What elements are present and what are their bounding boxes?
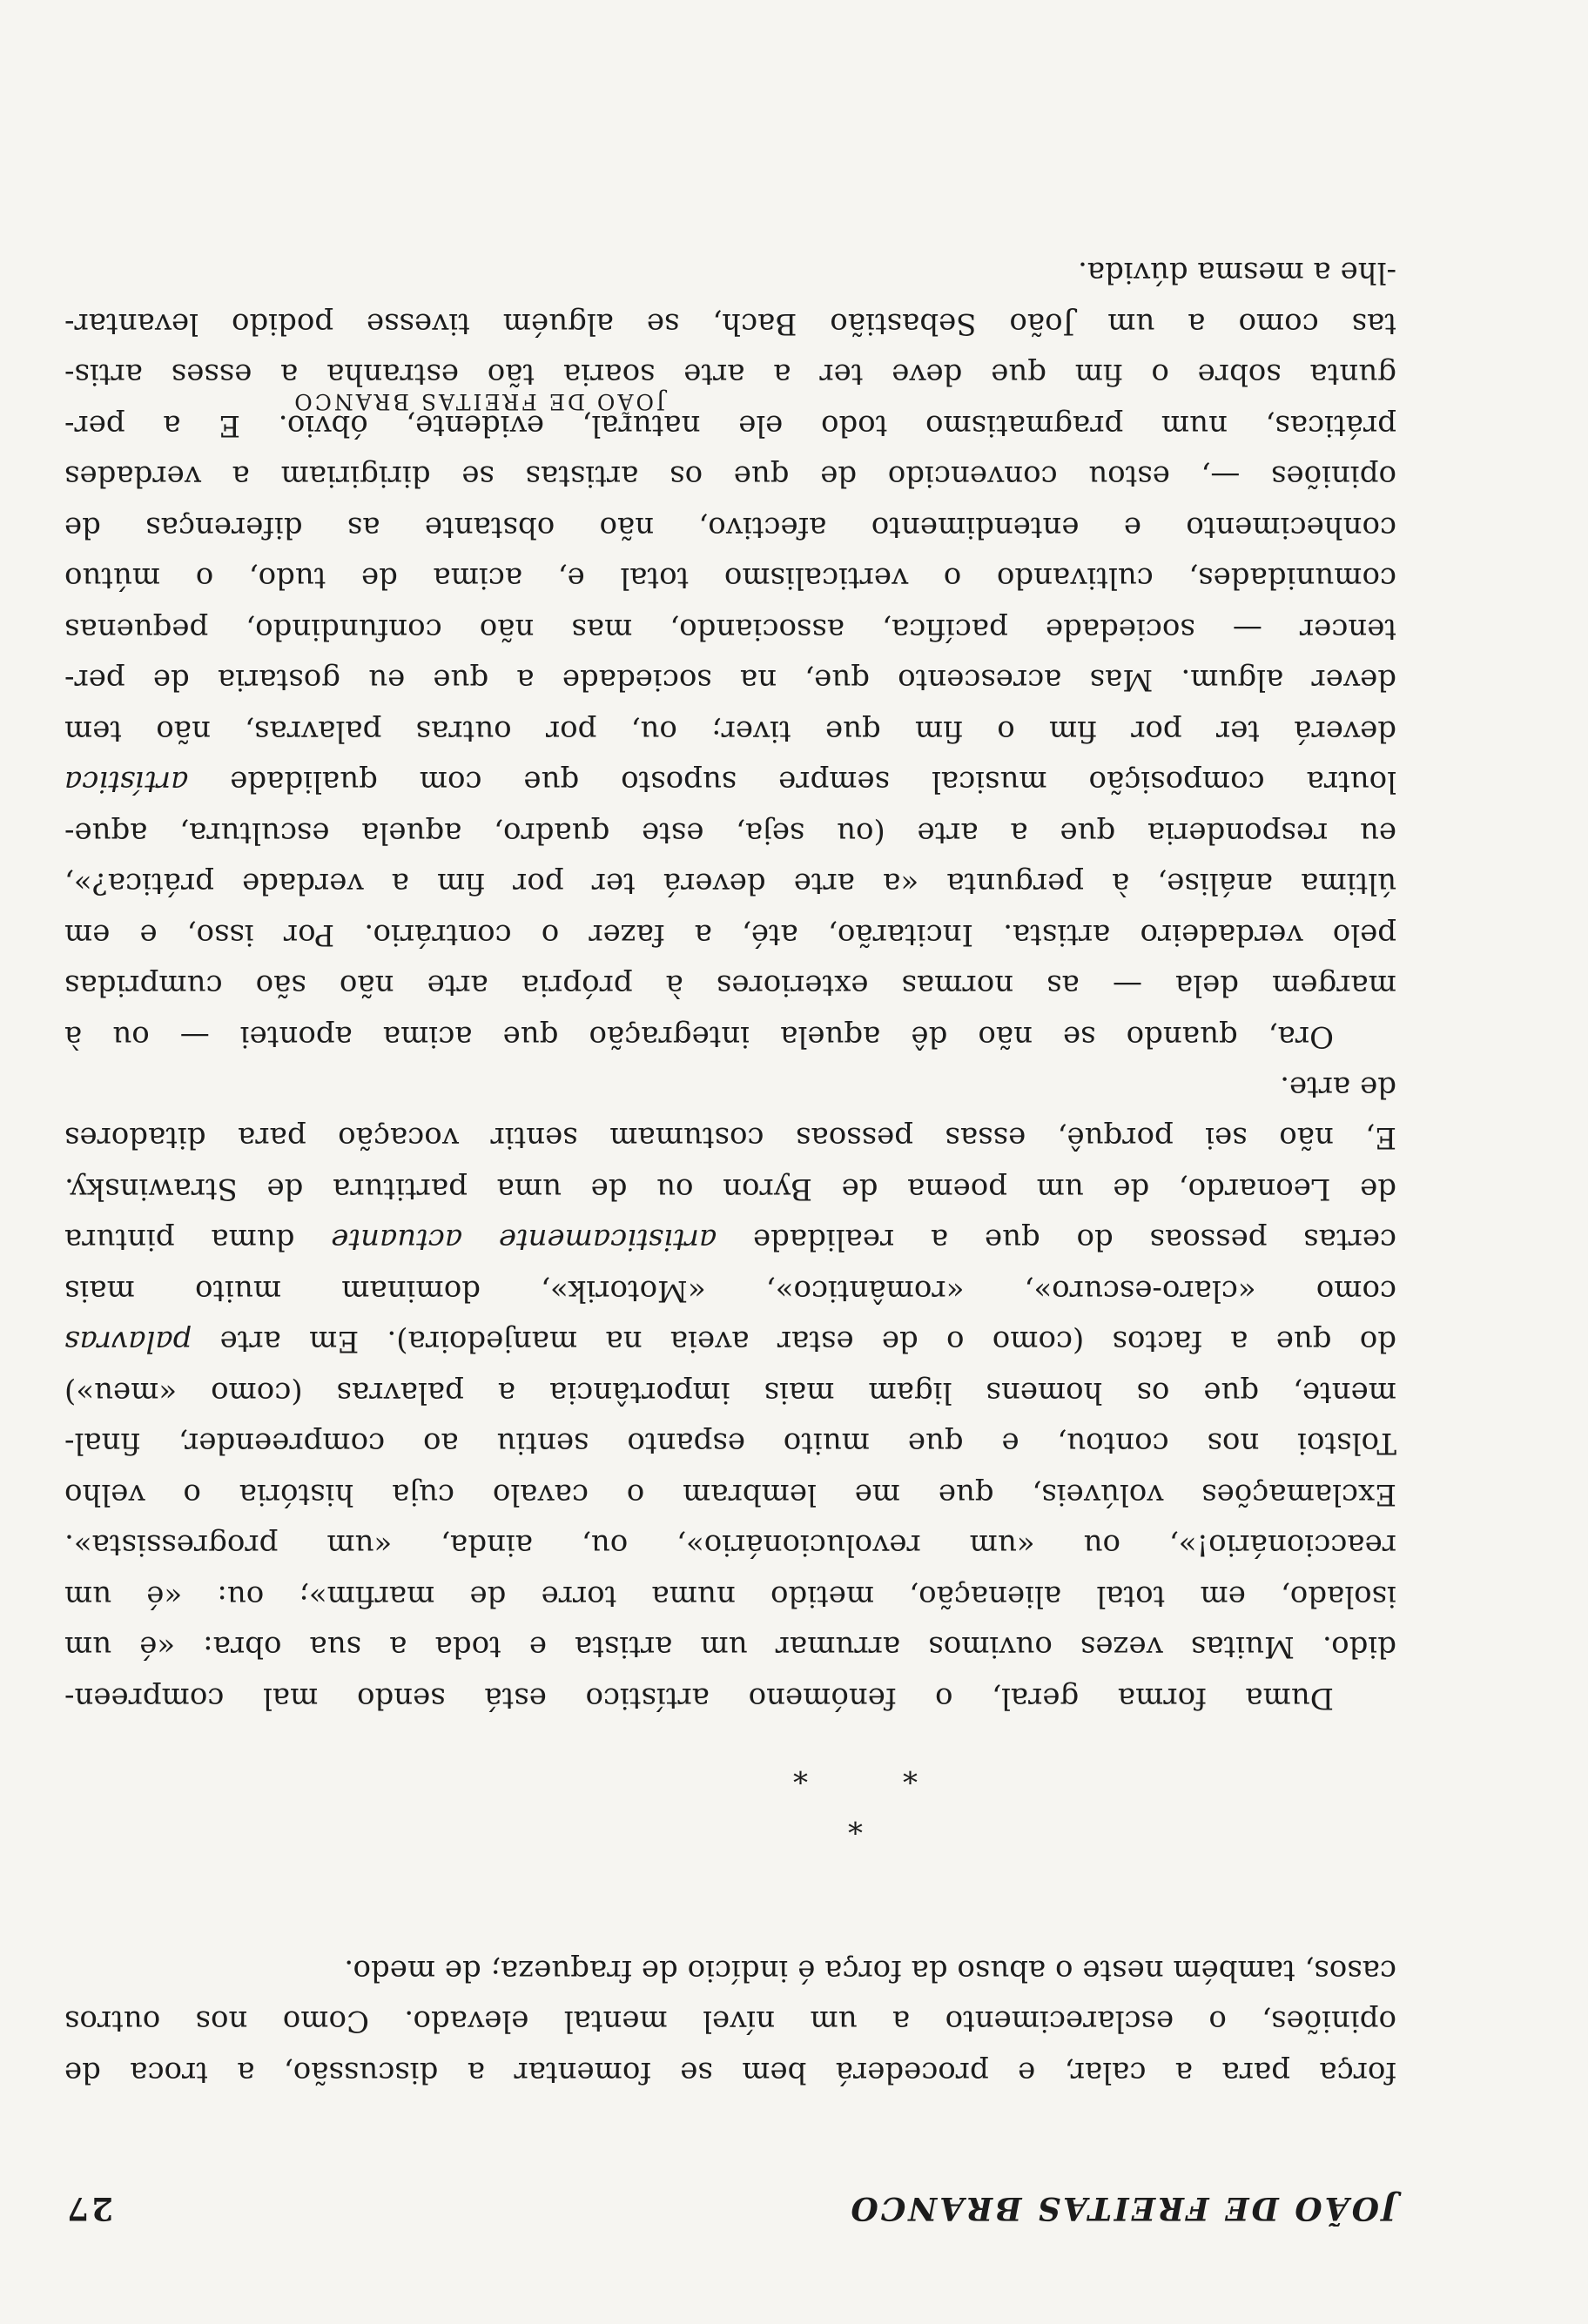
text-line: última análise, à pergunta «a arte deverá ter por fim a verdade prática?», <box>64 866 1396 902</box>
text-line: dever algum. Mas acrescento que, na sociedade a que eu gostaria de per- <box>64 662 1396 698</box>
author-signature: JOÃO DE FREITAS BRANCO <box>292 389 665 414</box>
text-line: deverá ter por fim o fim que tiver; ou, por outras palavras, não tem <box>64 714 1396 749</box>
text-line <box>64 1214 1396 1266</box>
section-separator <box>0 1744 1588 1840</box>
text-line: opiniões, o esclarecimento a um nível mental elevado. Como nos outros <box>64 2004 1396 2039</box>
text-line: como «claro-escuro», «romântico», «Motorik», dominam muito mais <box>64 1273 1396 1308</box>
text-line: margem dela — as normas exteriores à própria arte não são cumpridas <box>64 968 1396 1004</box>
running-header <box>64 2190 1396 2227</box>
text-line: gunta sobre o fim que deve ter a arte soaria tão estranha a esses artis- <box>64 357 1396 393</box>
text-line: E, não sei porquê, essas pessoas costumam sentir vocação para ditadores <box>64 1120 1396 1156</box>
line-text: do que a factos (como o de estar aveia na manjedoira). Em arte <box>219 1324 1396 1360</box>
text-line: comunidades, cultivando o verticalismo total e, acima de tudo, o mútuo <box>64 561 1396 596</box>
paragraph-2 <box>64 247 1396 1062</box>
text-line: Exclamações volúveis, que me lembram o cavalo cuja história o velho <box>64 1477 1396 1512</box>
line-text: certas pessoas do que a realidade <box>752 1222 1396 1258</box>
text-line: Duma forma geral, o fenómeno artístico está sendo mal compreen- <box>64 1681 1334 1716</box>
text-line: força para a calar, e procederá bem se fomentar a discussão, a troca de <box>64 2055 1396 2090</box>
text-line: -lhe a mesma dúvida. <box>1078 255 1396 291</box>
page-number: 27 <box>64 2190 114 2227</box>
text-line: conhecimento e entendimento afectivo, não obstante as diferenças de <box>64 510 1396 545</box>
asterisk: * <box>848 1805 863 1840</box>
italic-phrase: artisticamente actuante <box>331 1222 717 1258</box>
italic-word: palavras <box>64 1324 192 1360</box>
asterisk: * <box>793 1755 808 1790</box>
text-line: mente, que os homens ligam mais importância a palavras (como «meu») <box>64 1375 1396 1410</box>
text-line: práticas, num pragmatismo todo ele natural, evidente, óbvio. E a per- <box>64 408 1396 443</box>
text-line: opiniões —, estou convencido de que os artistas se dirigiriam a verdades <box>64 459 1396 494</box>
continuation-paragraph <box>64 1945 1396 2099</box>
text-line: casos, também neste o abuso da força é indício de fraqueza; de medo. <box>344 1953 1396 1988</box>
text-line: tas como a um João Sebastião Bach, se alguém tivesse podido levantar- <box>64 306 1396 341</box>
text-line <box>64 1316 1396 1367</box>
italic-word: artística <box>64 764 189 800</box>
text-line: eu responderia que a arte (ou seja, este quadro, aquela escultura, aque- <box>64 816 1396 850</box>
text-line: pelo verdadeiro artista. Incitarão, até, a fazer o contrário. Por isso, e em <box>64 917 1396 952</box>
text-line: dido. Muitas vezes ouvimos arrumar um artista e toda a sua obra: «é um <box>64 1629 1396 1665</box>
text-line <box>64 756 1396 808</box>
line-text: loutra composição musical sempre suposto que com qualidade <box>230 764 1396 800</box>
line-text: duma pintura <box>64 1222 295 1258</box>
paragraph-1 <box>64 1062 1396 1724</box>
text-line: isolado, em total alienação, metido numa torre de marfim»; ou: «é um <box>64 1579 1396 1614</box>
text-line: Ora, quando se não dê aquela integração que acima apontei — ou à <box>64 1019 1334 1054</box>
text-line: de Leonardo, de um poema de Byron ou de uma partitura de Strawinsky. <box>64 1172 1396 1206</box>
text-line: tencer — sociedade pacífica, associando, mas não confundindo, pequenas <box>64 612 1396 647</box>
running-title: JOÃO DE FREITAS BRANCO <box>848 2190 1396 2227</box>
text-line: de arte. <box>1280 1070 1396 1105</box>
text-line: Tolstoi nos contou, e que muito espanto sentiu ao compreender, final- <box>64 1426 1396 1461</box>
text-line: reaccionário!», ou «um revolucionário», ou, ainda, «um progressista». <box>64 1528 1396 1563</box>
asterisk: * <box>903 1755 918 1790</box>
